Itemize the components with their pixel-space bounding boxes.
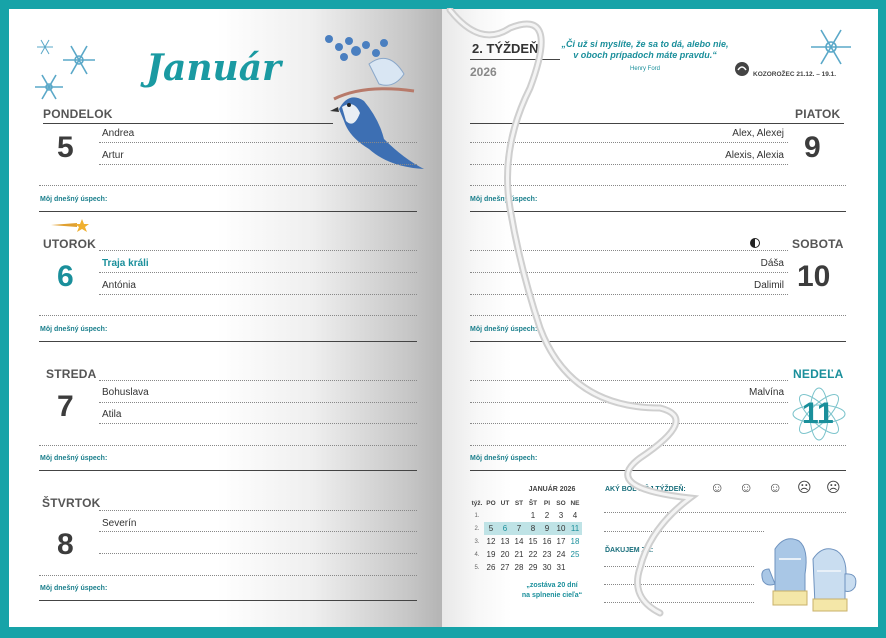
calendar-day-current-week: 10 [554,522,568,535]
nameday: Andrea [102,128,135,139]
week-number: 1. [474,512,480,519]
calendar-day: 14 [514,537,524,546]
line [99,402,417,403]
quote: „Či už si myslíte, že sa to dá, alebo nie, v oboch prípadoch máte pravdu.“ [561,39,729,60]
line [99,380,417,381]
calendar-day: 24 [556,550,566,559]
nameday: Dáša [760,258,784,269]
line [99,510,417,511]
calendar-day: 28 [514,563,524,572]
line [99,423,417,424]
achievement-label: Môj dnešný úspech: [470,455,538,462]
weekday-header: SO [556,499,566,507]
line [39,315,417,316]
calendar-day-current-week: 9 [540,522,554,535]
snowflake-icon [807,23,855,71]
calendar-day-current-week: 5 [484,522,498,535]
line [39,575,417,576]
achievement-rule [39,600,417,601]
mood-very-happy-icon[interactable]: ☺ [710,479,725,495]
calendar-day: 20 [500,550,510,559]
holiday-name: Traja králi [102,258,149,269]
week-number: 3. [474,538,480,545]
mood-content-icon[interactable]: ☺ [768,479,783,495]
calendar-day: 15 [528,537,538,546]
nameday: Severín [102,518,137,529]
line [99,531,417,532]
day-number: 5 [57,131,74,164]
calendar-day: 26 [486,563,496,572]
left-page [9,9,442,627]
line [99,553,417,554]
calendar-day: 3 [558,511,564,520]
capricorn-icon [734,61,750,77]
calendar-day: 29 [528,563,538,572]
year-label: 2026 [470,65,497,79]
nameday: Alex, Alexej [732,128,784,139]
ribbon-bookmark [440,8,720,623]
day-number: 6 [57,260,74,293]
calendar-day: 17 [556,537,566,546]
line [39,445,417,446]
calendar-day: 27 [500,563,510,572]
day-name: PONDELOK [43,107,113,121]
blue-jay-illustration [294,29,424,174]
achievement-rule [39,211,417,212]
zodiac-label: KOZOROŽEC 21.12. – 19.1. [753,71,837,78]
calendar-day: 25 [570,550,580,559]
day-number: 11 [802,397,834,430]
achievement-label: Môj dnešný úspech: [470,326,538,333]
nameday: Artur [102,150,124,161]
achievement-rule [39,470,417,471]
calendar-day: 19 [486,550,496,559]
day-name: UTOROK [43,237,96,251]
day-number: 7 [57,390,74,423]
calendar-day: 1 [530,511,536,520]
mood-label: AKÝ BOL MÔJ TÝŽDEŇ: [605,486,686,493]
shooting-star-icon [49,217,91,233]
day-number: 8 [57,528,74,561]
nameday: Malvína [748,387,784,398]
moon-phase-icon [750,238,760,248]
week-col-header: týž. [471,499,483,507]
day-name: PIATOK [795,107,841,121]
calendar-day-current-week: 6 [498,522,512,535]
nameday: Antónia [102,280,136,291]
weekday-header: PI [543,499,551,507]
mittens-illustration [757,529,865,615]
nameday: Atila [102,409,122,420]
weekday-header: PO [486,499,496,507]
nameday: Dalimil [754,280,784,291]
weekday-header: NE [570,499,580,507]
day-name: NEDEĽA [793,367,844,381]
mood-sad-icon[interactable]: ☹ [826,479,841,495]
weekday-header: ST [514,499,524,507]
achievement-label: Môj dnešný úspech: [470,196,538,203]
goal-remaining-line2: na splnenie cieľa“ [521,592,583,599]
weekday-header: ŠT [528,499,538,507]
week-number: 4. [474,551,480,558]
achievement-label: Môj dnešný úspech: [40,455,108,462]
achievement-rule [39,341,417,342]
day-number: 9 [804,131,821,164]
calendar-day: 23 [542,550,552,559]
mood-happy-icon[interactable]: ☺ [739,479,754,495]
day-number: 10 [797,260,831,293]
achievement-label: Môj dnešný úspech: [40,196,108,203]
weekday-header: UT [500,499,510,507]
calendar-day: 4 [572,511,578,520]
calendar-day-current-week: 8 [526,522,540,535]
line [99,250,417,251]
quote-author: Henry Ford [629,66,660,72]
month-title: Január [146,47,281,89]
calendar-day: 16 [542,537,552,546]
thanks-label: ĎAKUJEM ZA: [605,547,654,554]
week-label: 2. TÝŽDEŇ [472,41,539,56]
achievement-label: Môj dnešný úspech: [40,585,108,592]
day-name: SOBOTA [792,237,844,251]
line [99,164,417,165]
line [99,294,417,295]
goal-remaining-line1: „zostáva 20 dní [526,582,578,589]
calendar-day: 30 [542,563,552,572]
week-number: 2. [474,525,480,532]
line [39,185,417,186]
calendar-day: 12 [486,537,496,546]
calendar-day: 13 [500,537,510,546]
day-name: ŠTVRTOK [42,496,101,510]
calendar-day: 31 [556,563,566,572]
calendar-day-current-week: 7 [512,522,526,535]
line [99,272,417,273]
calendar-day: 21 [514,550,524,559]
snowflake-icon [31,35,101,115]
calendar-day: 18 [570,537,580,546]
achievement-label: Môj dnešný úspech: [40,326,108,333]
mini-calendar-title: JANUÁR 2026 [528,486,576,493]
line [99,142,417,143]
week-number: 5. [474,564,480,571]
nameday: Alexis, Alexia [725,150,784,161]
day-rule [43,123,333,124]
mood-neutral-icon[interactable]: ☹ [797,479,812,495]
calendar-day-current-week: 11 [568,522,582,535]
calendar-day: 2 [544,511,550,520]
calendar-day: 22 [528,550,538,559]
day-name: STREDA [46,367,97,381]
nameday: Bohuslava [102,387,149,398]
